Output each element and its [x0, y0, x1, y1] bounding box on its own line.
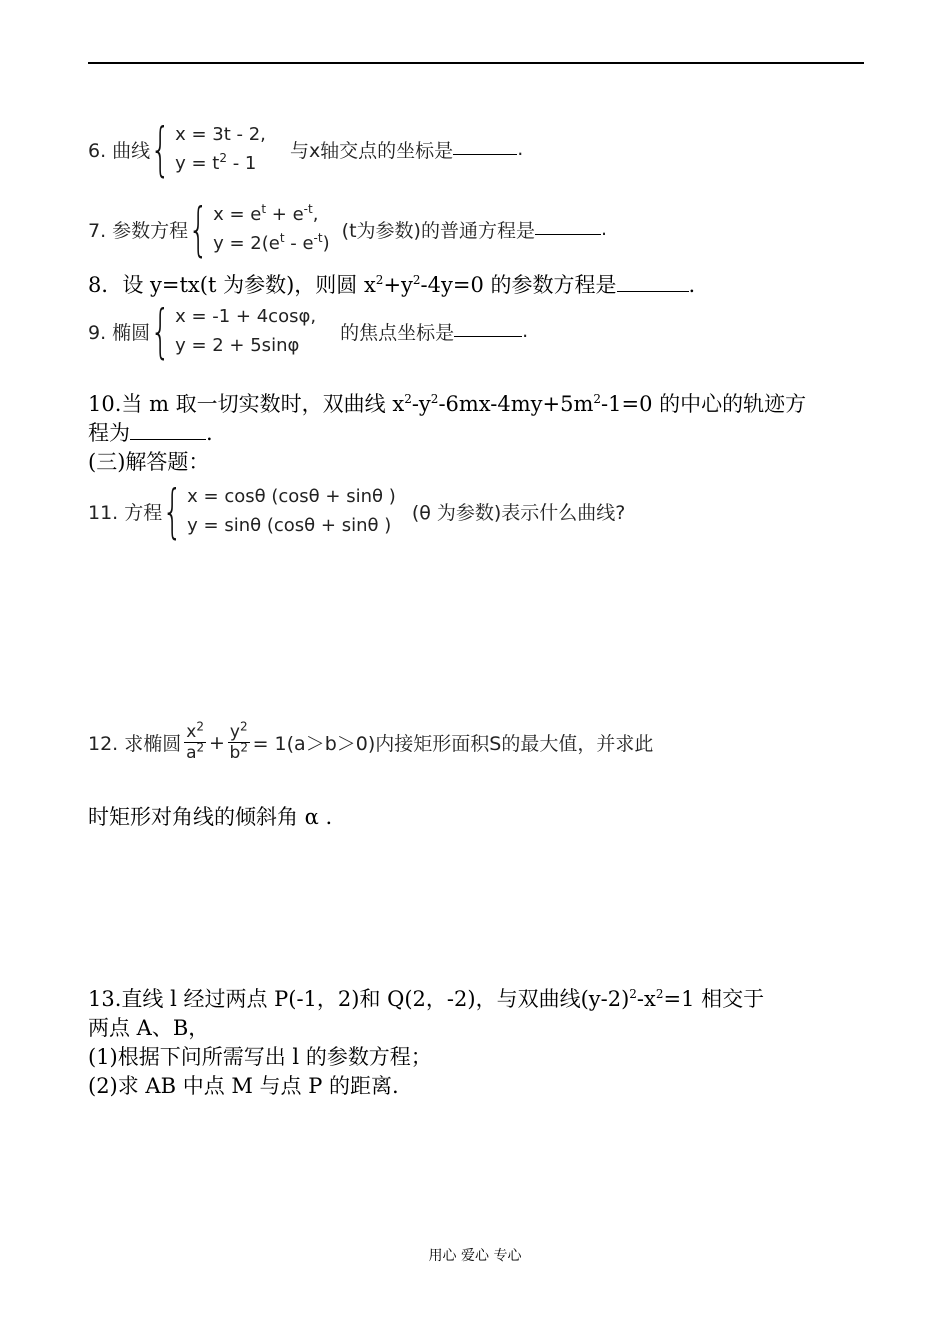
q12-label: 12. 求椭圆	[88, 733, 182, 755]
q7-end: .	[600, 218, 607, 240]
q6-label: 6. 曲线	[88, 139, 151, 162]
q11-eq1: x = cosθ (cosθ + sinθ )	[187, 486, 396, 507]
question-10	[88, 390, 806, 477]
q12-fraction-x: $\frac{x^2}{a^2}$	[186, 719, 205, 763]
q9-label: 9. 椭圆	[88, 321, 151, 344]
header-rule	[88, 62, 864, 64]
q7-system	[213, 200, 330, 258]
question-11	[88, 477, 626, 545]
question-8: 8．设 y=tx(t 为参数)，则圆 $x^2+y^2-4y=0$ 的参数方程是 .	[88, 273, 696, 297]
q13-line1: 13.直线 l 经过两点 P(-1，2)和 Q(2，-2)，与双曲线$(y-2)^2-x^2=1$ 相交于	[88, 987, 765, 1011]
question-6	[88, 115, 524, 183]
q11-label: 11. 方程	[88, 501, 163, 524]
q6-text: 与x轴交点的坐标是	[289, 139, 454, 162]
q11-eq2: y = sinθ (cosθ + sinθ )	[187, 515, 392, 536]
q6-end: .	[517, 138, 524, 160]
q12-text: = 1(a＞b＞0)内接矩形面积S的最大值，并求此	[252, 733, 654, 755]
q9-end: .	[522, 320, 529, 342]
q12-line2: 时矩形对角线的倾斜角 α .	[88, 805, 333, 829]
question-13	[88, 985, 764, 1101]
q11-brace: {	[162, 477, 183, 545]
question-7	[88, 195, 607, 263]
q13-line3: (1)根据下问所需写出 l 的参数方程；	[88, 1045, 432, 1069]
question-12	[88, 719, 654, 763]
q6-eq1: x = 3t - 2,	[175, 124, 266, 145]
q7-brace: {	[188, 195, 209, 263]
q11-system	[187, 482, 396, 540]
q7-text: (t为参数)的普通方程是	[341, 219, 535, 242]
q9-blank	[454, 335, 522, 337]
q9-eq1: x = -1 + 4cosφ,	[175, 306, 317, 327]
question-9	[88, 297, 529, 365]
q11-text: (θ 为参数)表示什么曲线?	[411, 501, 626, 524]
q12-plus: +	[208, 731, 225, 754]
q6-eq2: $y = t^2 - 1$	[175, 151, 257, 174]
q10-line1: 10.当 m 取一切实数时，双曲线 $x^2-y^2-6mx-4my+5m^2-1=0$ 的中心的轨迹方	[88, 392, 807, 416]
page-footer: 用心 爱心 专心	[428, 1248, 522, 1264]
q13-line4: (2)求 AB 中点 M 与点 P 的距离.	[88, 1074, 399, 1098]
q7-label: 7. 参数方程	[88, 219, 189, 242]
section-3-heading: (三)解答题：	[88, 450, 210, 474]
q6-system	[175, 120, 266, 178]
q9-eq2: y = 2 + 5sinφ	[175, 335, 300, 356]
q12-fraction-y: $\frac{y^2}{b^2}$	[229, 719, 248, 763]
q6-brace: {	[150, 115, 171, 183]
q7-eq1: $x = e^t + e^{-t}$,	[213, 202, 319, 225]
q9-brace: {	[150, 297, 171, 365]
q6-blank	[453, 153, 517, 155]
q13-line2: 两点 A、B，	[88, 1016, 210, 1040]
q8-blank	[617, 290, 689, 292]
q10-blank	[130, 438, 206, 440]
q7-eq2: $y = 2(e^t - e^{-t})$	[213, 231, 330, 254]
q10-line2: 程为 .	[88, 421, 213, 445]
q9-system	[175, 302, 316, 360]
q9-text: 的焦点坐标是	[340, 321, 455, 344]
q7-blank	[535, 233, 601, 235]
